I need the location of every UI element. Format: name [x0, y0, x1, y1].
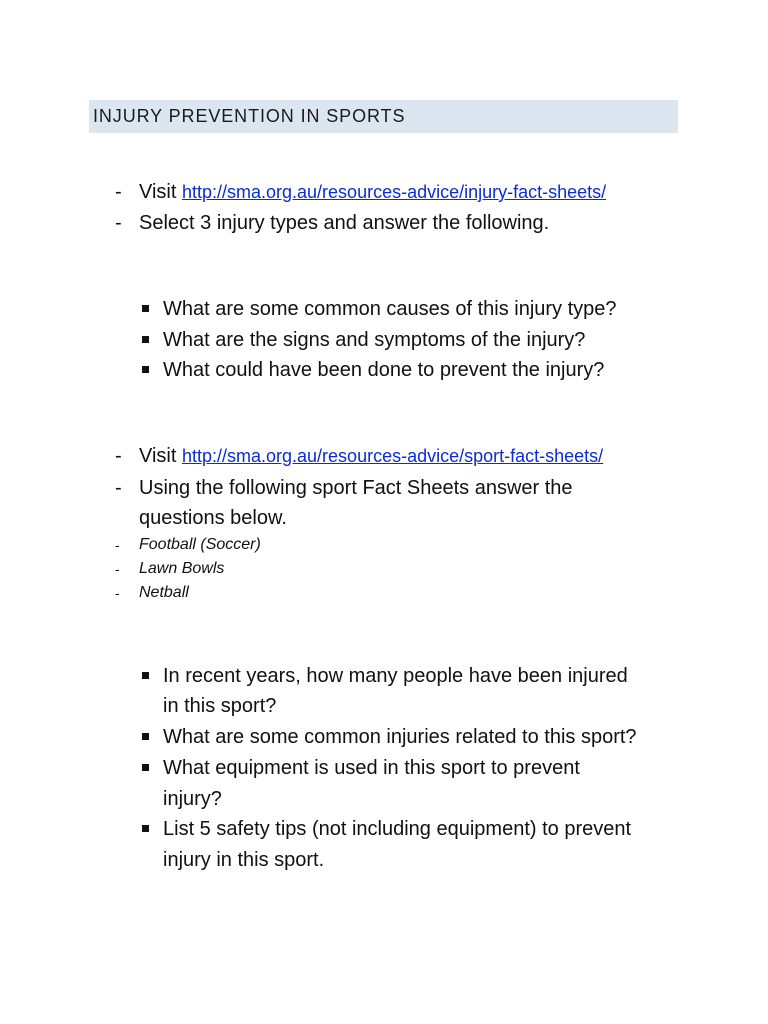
question-item-continued: in this sport?: [163, 695, 277, 717]
question-item: What are some common causes of this injury type?: [163, 298, 617, 320]
square-bullet-icon: [142, 733, 149, 740]
instruction-line-2b: questions below.: [139, 507, 287, 529]
dash-bullet: -: [115, 181, 122, 203]
sport-item: Football (Soccer): [139, 536, 261, 553]
instruction-line-2a: Using the following sport Fact Sheets answer the: [139, 477, 573, 499]
sport-fact-sheets-link[interactable]: http://sma.org.au/resources-advice/sport-fact-sheets/: [181, 446, 604, 466]
title-bar: [89, 100, 678, 133]
question-item-continued: injury in this sport.: [163, 849, 325, 871]
dash-bullet: -: [115, 537, 120, 553]
square-bullet-icon: [142, 366, 149, 373]
square-bullet-icon: [142, 305, 149, 312]
dash-bullet: -: [115, 212, 122, 234]
instruction-line-1: Select 3 injury types and answer the following.: [139, 212, 550, 234]
dash-bullet: -: [115, 561, 120, 577]
visit-line-1: [139, 177, 606, 207]
question-item-continued: injury?: [163, 788, 222, 810]
dash-bullet: -: [115, 585, 120, 601]
sport-item: Netball: [139, 584, 189, 601]
question-item: What are the signs and symptoms of the injury?: [163, 329, 586, 351]
square-bullet-icon: [142, 336, 149, 343]
square-bullet-icon: [142, 764, 149, 771]
square-bullet-icon: [142, 672, 149, 679]
question-item: In recent years, how many people have been injured: [163, 665, 628, 687]
page-title: INJURY PREVENTION IN SPORTS: [93, 106, 406, 126]
question-item: What equipment is used in this sport to prevent: [163, 757, 580, 779]
question-item: List 5 safety tips (not including equipment) to prevent: [163, 818, 632, 840]
sport-item: Lawn Bowls: [139, 560, 225, 577]
dash-bullet: -: [115, 445, 122, 467]
question-item: What are some common injuries related to this sport?: [163, 726, 637, 748]
visit-label: Visit: [139, 181, 177, 203]
dash-bullet: -: [115, 477, 122, 499]
square-bullet-icon: [142, 825, 149, 832]
visit-line-2: [139, 441, 603, 471]
injury-fact-sheets-link[interactable]: http://sma.org.au/resources-advice/injury-fact-sheets/: [181, 182, 607, 202]
question-item: What could have been done to prevent the injury?: [163, 359, 605, 381]
visit-label: Visit: [139, 445, 177, 467]
